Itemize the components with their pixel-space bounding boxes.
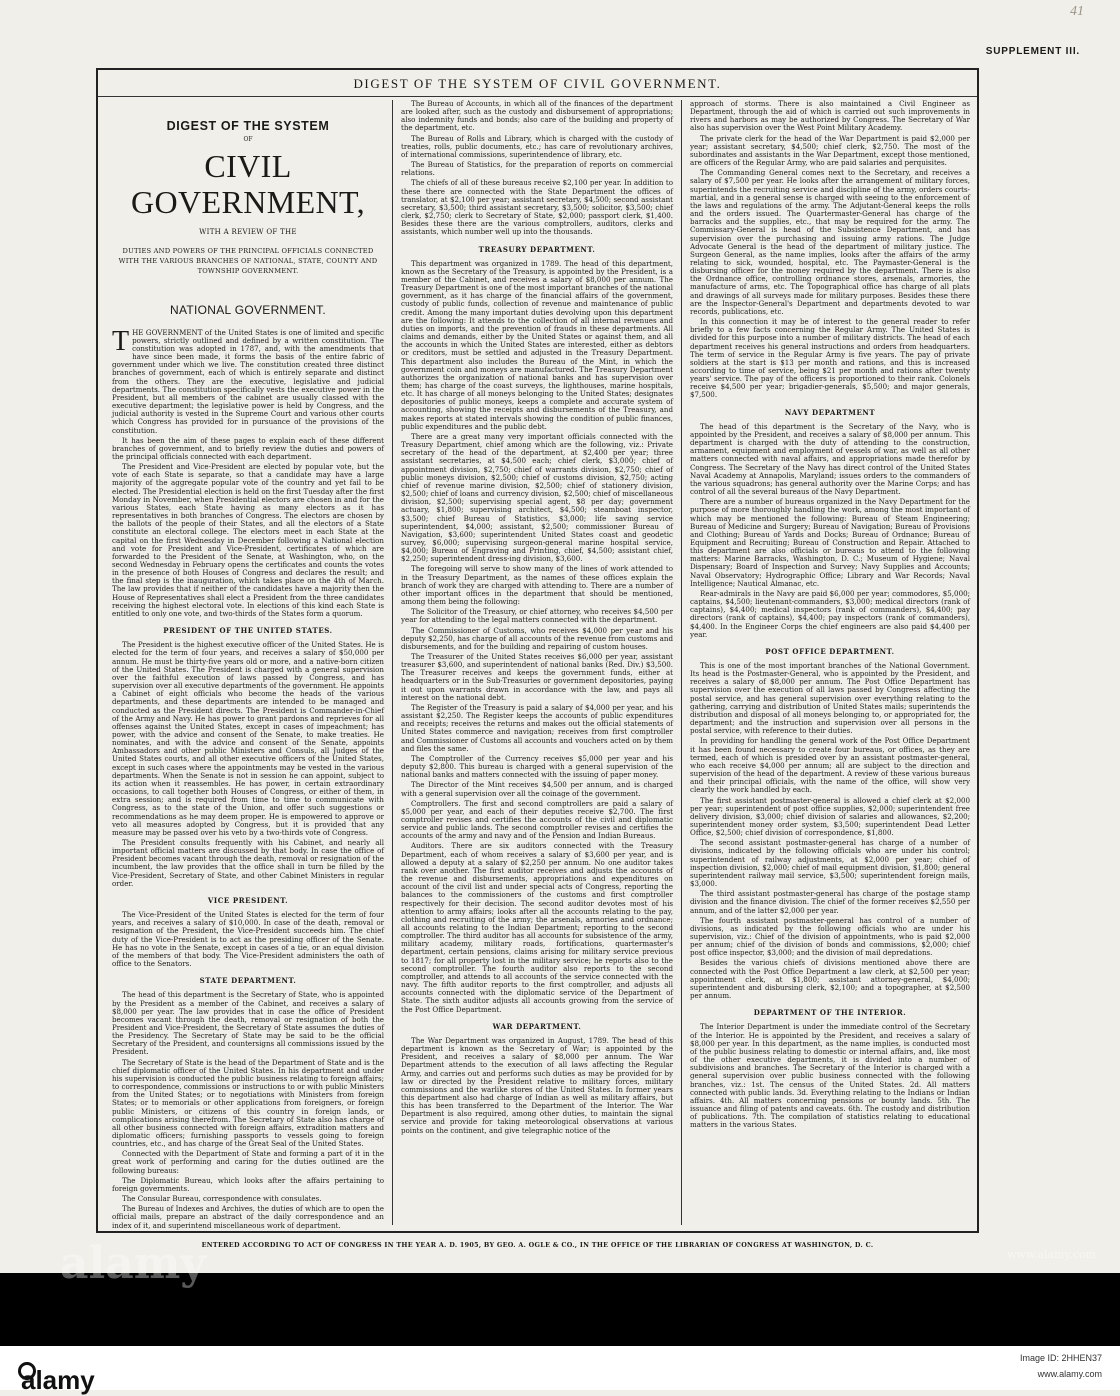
watermark-text: alamy <box>60 1238 206 1289</box>
section-heading-war: WAR DEPARTMENT. <box>492 1021 582 1031</box>
paragraph: The Vice-President of the United States is elected for the term of four years, and receives a salary of $10,000. In case of the death, removal or resignation of the President, the Vice-President succeeds him. The chief duty of the Vice-President is to act as the presiding officer of the Senate. He has no vote in the Senate, except in cases of a tie, or an equal division of the members of that body. The Vice-President administers the oath of office to the Senators. <box>112 910 384 969</box>
paragraph: The Treasurer of the United States receives $6,000 per year, assistant treasurer $3,600, and superintendent of national banks (Red. Div.) $3,500. The Treasurer receives and keeps the government funds, either at headquarters or in the Sub-Treasuries or government depositories, paying it out upon warrants drawn in accordance with the law, and pays all interest on the national debt. <box>401 652 673 702</box>
supplement-label: SUPPLEMENT III. <box>985 46 1080 57</box>
bottom-black-band <box>0 1273 1120 1396</box>
paragraph: The War Department was organized in August, 1789. The head of this department is known as the Secretary of War; is appointed by the President, and receives a salary of $8,000 per annum. The War Department attends to the execution of all laws affecting the Regular Army, and carries out and performs such duties as may be provided for by law or directed by the President relative to military forces, military commissions and the warlike stores of the United States. In former years this department also had charge of Indian as well as military affairs, but this has been transferred to the Department of the Interior. The War Department is also required, among other duties, to maintain the signal service and provide for taking meteorological observations at various points on the continent, and give telegraphic notice of the <box>401 1035 673 1135</box>
page-number: 41 <box>1070 4 1084 19</box>
paragraph: The first assistant postmaster-general is allowed a chief clerk at $2,000 per year; superintendent of post office supplies, $2,000; superintendent free delivery division, $3,000; chief division of salaries and allowances, $2,200; superintendent money order system, $3,500; superintendent Dead Letter Office, $2,500; chief division of correspondence, $1,800. <box>690 795 970 838</box>
paragraph: approach of storms. There is also maintained a Civil Engineer as Department, through the aid of which is carried out such improvements in rivers and harbors as may be authorized by Congress. The Secretary of War also has supervision over the West Point Military Academy. <box>690 99 970 133</box>
paragraph: The Register of the Treasury is paid a salary of $4,000 per year, and his assistant $2,250. The Register keeps the accounts of public expenditures and receipts; receives the returns and makes out the official statements of United States commerce and navigation; receives from first comptroller and Commissioner of Customs all accounts and vouchers acted on by them and files the same. <box>401 702 673 753</box>
paragraph: Besides the various chiefs of divisions mentioned above there are connected with the Post Office Department a law clerk, at $2,500 per year; appointment clerk, at $1,800; assistant attorney-general, $4,000; superintendent and disbursing clerk, $2,100; and a topographer, at $2,500 per annum. <box>690 958 970 1001</box>
intro-paragraph: THE GOVERNMENT of the United States is one of limited and specific powers, strictly outlined and defined by a written constitution. The constitution was adopted in 1787, and, with the amendments that have since been made, it forms the basis of the entire fabric of government under which we live. The constitution created three distinct branches of government, each of which is entirely separate and distinct from the others. They are the executive, legislative and judicial departments. The constitution specifically vests the executive power in the President, but all members of the cabinet are usually classed with the executive department; the legislative power is held by Congress, and the judicial authority is vested in the Supreme Court and various other courts which Congress has provided for in pursuance of the provisions of the constitution. <box>112 325 384 435</box>
paragraph: The Bureau of Statistics, for the preparation of reports on commercial relations. <box>401 160 673 178</box>
section-heading-interior: DEPARTMENT OF THE INTERIOR. <box>753 1008 907 1018</box>
section-heading-vice-president: VICE PRESIDENT. <box>207 895 289 905</box>
title-digest: DIGEST OF THE SYSTEM <box>166 119 330 133</box>
paragraph: The head of this department is the Secretary of State, who is appointed by the President as a member of the Cabinet, and receives a salary of $8,000 per year. The law provides that in case the office of President becomes vacant through the death, removal or resignation of both the President and Vice-President, the Secretary of State assumes the duties of the Presidency. The Secretary of State may be said to be the official Secretary of the President, and countersigns all commissions issued by the President. <box>112 990 384 1057</box>
paragraph: This department was organized in 1789. The head of this department, known as the Secretary of the Treasury, is appointed by the President, is a member of the Cabinet, and receives a salary of $8,000 per annum. The Treasury Department is one of the most important branches of the national government, as it has charge of the financial affairs of the government, custody of public funds, collection of revenue and maintenance of public credit. Among the many important duties devolving upon this department are the following: It attends to the collection of all internal revenues and duties on imports, and the prevention of frauds in these departments. All claims and demands, either by the United States or against them, and all the accounts in which the United States are interested, either as debtors or creditors, must be settled and adjusted in the Treasury Department. This department also includes the Bureau of the Mint, in which the government coin and moneys are manufactured. The Treasury Department authorizes the organization of national banks and has supervision over them; has charge of the coast surveys, the lighthouses, marine hospitals, etc. It has charge of all moneys belonging to the United States; designates depositories of public moneys, keeps a complete and accurate system of accounting, showing the receipts and disbursements of the Treasury, and makes reports at stated intervals showing the condition of public finances, public expenditures and the public debt. <box>401 258 673 431</box>
paragraph: The Director of the Mint receives $4,500 per annum, and is charged with a general supervision over all the coinage of the government. <box>401 780 673 798</box>
column-divider <box>681 100 682 1225</box>
paragraph: The Diplomatic Bureau, which looks after the affairs pertaining to foreign governments. <box>112 1175 384 1193</box>
title-civil-government: CIVIL GOVERNMENT, <box>130 148 365 221</box>
title-review: WITH A REVIEW OF THE <box>199 228 297 237</box>
paragraph: The third assistant postmaster-general has charge of the postage stamp division and the finance division. The chief of the former receives $2,550 per annum, and of the latter $2,000 per year. <box>690 889 970 915</box>
image-id: Image ID: 2HHEN37 www.alamy.com <box>1019 1353 1102 1379</box>
column-divider <box>392 100 393 1225</box>
paragraph: The Commanding General comes next to the Secretary, and receives a salary of $7,500 per year. He looks after the arrangement of military forces, superintends the recruiting service and discipline of the army, orders courts-martial, and in a general sense is charged with seeing to the enforcement of the laws and regulations of the army. The Adjutant-General keeps the rolls and the orders issued. The Quartermaster-General has charge of the barracks and the supplies, etc., that may be required for the army. The Commissary-General is head of the Subsistence Department, and has supervision over the purchasing and issuing army rations. The Judge Advocate General is the head of the department of military justice. The Surgeon General, as the name implies, looks after the affairs of the army relating to sick, wounded, hospital, etc. The Paymaster-General is the disbursing officer for the money required by the department. There is also the Ordnance office, controlling ordnance stores, arsenals, armories, the manufacture of arms, etc. The Topographical office has charge of all plats and drawings of all surveys made for military purposes. Besides these there are the Inspector-General's Department and departments devoted to war records, publications, etc. <box>690 168 970 316</box>
paragraph: The President is the highest executive officer of the United States. He is elected for the term of four years, and receives a salary of $50,000 per annum. He must be thirty-five years old or more, and a native-born citizen of the United States. The President is charged with a general supervision over the faithful execution of laws passed by Congress, and has supervision over all executive departments of the government. He appoints a Cabinet of eight officials who become the heads of the various departments, and these departments are intended to be managed and conducted as the President directs. The President is Commander-in-Chief of the Army and Navy. He has power to grant pardons and reprieves for all offenses against the United States, except in cases of impeachment; has power, with the advice and consent of the Senate, to make treaties. He nominates, and with the advice and consent of the Senate, appoints Ambassadors and other public Ministers and Consuls, all Judges of the United States courts, and all other executive officers of the United States, except in such cases where the appointments may be vested in the various departments. When the Senate is not in session he can appoint, subject to its action when it reassembles. He has power, in certain extraordinary occasions, to call together both Houses of Congress, or either of them, in extra session; and is required from time to time to communicate with Congress, as to the state of the Union, and offer such suggestions or recommendations as he may deem proper. He is empowered to approve or veto all measures adopted by Congress, but it is provided that any measure may be passed over his veto by a two-thirds vote of Congress. <box>112 640 384 837</box>
paragraph: The President and Vice-President are elected by popular vote, but the vote of each State is separate, so that a candidate may have a large majority of the aggregate popular vote of the country and yet fail to be elected. The Presidential election is held on the first Tuesday after the first Monday in November, when Presidential electors are chosen in and for the various States, each State having as many electors as it has representatives in both branches of Congress. The electors are chosen by the ballots of the people of their States, and all the electors of a State constitute an electoral college. The electors meet in each State at the capital on the first Wednesday in December following a National election and vote for President and Vice-President, certificates of which are forwarded to the President of the Senate, at Washington, who, on the second Wednesday in February opens the certificates and counts the votes in the presence of both Houses of Congress and declares the result; and the final step is the inauguration, which takes place on the 4th of March. The law provides that if neither of the candidates have a majority then the House of Representatives shall elect a President from the three candidates receiving the highest electoral vote. In elections of this kind each State is entitled to only one vote, and two-thirds of the States form a quorum. <box>112 462 384 618</box>
paragraph: Rear-admirals in the Navy are paid $6,000 per year; commodores, $5,000; captains, $4,500; lieutenant-commanders, $3,000; medical directors (rank of captains), $4,400; medical inspectors (rank of commanders), $4,400; pay directors (rank of captains), $4,400; pay inspectors (rank of commanders), $4,400. In the Engineer Corps the chief engineers are also paid $4,400 per year. <box>690 588 970 639</box>
page-header: DIGEST OF THE SYSTEM OF CIVIL GOVERNMENT. <box>98 70 977 97</box>
paragraph: In this connection it may be of interest to the general reader to refer briefly to a few facts concerning the Regular Army. The United States is divided for this purpose into a number of military districts. The head of each department receives his general instructions and orders from headquarters. The term of service in the Regular Army is five years. The pay of private soldiers at the start is $13 per month and rations, and this is increased according to time of service, being $21 per month and rations after twenty years' service. The pay of the officers is proportioned to their rank. Colonels receive $4,500 per year; brigadier-generals, $5,500; and major generals, $7,500. <box>690 317 970 400</box>
watermark-bar <box>0 1346 1120 1396</box>
paragraph: The Comptroller of the Currency receives $5,000 per year and his deputy $2,800. This bureau is charged with a general supervision of the national banks and matters connected with the issuing of paper money. <box>401 753 673 780</box>
section-heading-president: PRESIDENT OF THE UNITED STATES. <box>163 626 333 636</box>
title-duties: DUTIES AND POWERS OF THE PRINCIPAL OFFICIALS CONNECTED WITH THE VARIOUS BRANCHES OF NATIONAL, STATE, COUNTY AND TOWNSHIP GOVERNMENT. <box>118 247 378 276</box>
section-heading-post-office: POST OFFICE DEPARTMENT. <box>765 646 895 656</box>
paragraph: The foregoing will serve to show many of the lines of work attended to in the Treasury Department, as the names of these offices explain the branch of work they are charged with attending to. There are a number of other important offices in the department that should be mentioned, among them being the following: <box>401 564 673 607</box>
paragraph: In providing for handling the general work of the Post Office Department it has been found necessary to create four bureaus, or offices, as they are termed, each of which is presided over by an assistant postmaster-general, who each receive $4,000 per annum; all are subject to the direction and supervision of the head of the department. A review of these various bureaus and their principal officials, with the name of the office, will show very clearly the work handled by each. <box>690 736 970 795</box>
title-of: OF <box>243 136 253 144</box>
document-sheet <box>96 68 979 1233</box>
title-block <box>112 100 384 318</box>
paragraph: The private clerk for the head of the War Department is paid $2,000 per year; assistant secretary, $4,500; chief clerk, $2,750. The most of the subordinates and assistants in the War Department, except those mentioned, are officers of the Regular Army, who are paid salaries and perquisites. <box>690 133 970 168</box>
paragraph: Auditors. There are six auditors connected with the Treasury Department, each of whom receives a salary of $3,600 per year, and is allowed a deputy at a salary of $2,250 per annum. No one auditor takes rank over another. The first auditor receives and adjusts the accounts of the revenue and disbursements, appropriations and expenditures on account of the civil list and under special acts of Congress, reporting the balances to the commissioners of the customs and first comptroller respectively for their decision. The second auditor devotes most of his attention to army affairs; looks after all the accounts relating to the pay, clothing and recruiting of the army; the arsenals, armories and ordnance; all accounts relating to the Indian Department; reporting to the second comptroller. The third auditor has all accounts for subsistence of the army, military academy, military roads, fortifications, quartermaster's department, certain pensions, claims arising for military service previous to 1817; for all property lost in the military service; he reports also to the second comptroller. The fourth auditor also reports to the second comptroller, and attends to all accounts of the service connected with the navy. The fifth auditor reports to the first comptroller, and adjusts all accounts connected with the diplomatic service of the Department of State. The sixth auditor adjusts all accounts growing from the service of the Post Office Department. <box>401 841 673 1014</box>
paragraph: The fourth assistant postmaster-general has control of a number of divisions, as indicated by the following officials who are under his supervision, viz.: Chief of the division of appointments, who is paid $2,000 per annum; chief of the division of bonds and commissions, $2,000; chief post office inspector, $3,000; and the division of mail depredations. <box>690 915 970 958</box>
drop-cap: T <box>112 325 130 357</box>
column-1 <box>112 100 384 1230</box>
column-3 <box>690 100 970 1225</box>
paragraph: The second assistant postmaster-general has charge of a number of divisions, indicated by the following officials who are under his control; superintendent of railway adjustments, at $2,000 per year; chief of inspection division, $2,000; chief of mail equipment division, $1,800; general superintendent railway mail service, $3,500; superintendent foreign mails, $3,000. <box>690 838 970 889</box>
paragraph: Connected with the Department of State and forming a part of it in the great work of performing and caring for the duties outlined are the following bureaus: <box>112 1149 384 1175</box>
paragraph: The Bureau of Rolls and Library, which is charged with the custody of treaties, rolls, public documents, etc.; has care of revolutionary archives, of international commissions, superintendence of library, etc. <box>401 133 673 159</box>
column-2 <box>401 100 673 1225</box>
paragraph: There are a great many very important officials connected with the Treasury Department, chief among which are the following, viz.: Private secretary of the head of the department, at $2,400 per year; three assistant secretaries, at $4,500 each; chief clerk, $3,000; chief of appointment division, $2,750; chief of warrants division, $2,750; chief of public moneys division, $2,500; chief of customs division, $2,750; acting chief of revenue marine division, $2,500; chief of stationery division, $2,500; chief of loans and currency division, $2,500; chief of miscellaneous division, $2,500; supervising special agent, $8 per day; government actuary, $1,800; supervising architect, $4,500; steamboat inspector, $3,500; chief Bureau of Statistics, $3,000; life saving service superintendent, $4,000; assistant, $2,500; commissioner Bureau of Navigation, $3,600; superintendent United States coast and geodetic survey, $6,000; supervising surgeon-general marine hospital service, $4,000; Bureau of Engraving and Printing, chief, $4,500; assistant chief, $2,250; superintendent dress-ing division, $3,600. <box>401 431 673 564</box>
paragraph: The Consular Bureau, correspondence with consulates. <box>122 1194 322 1204</box>
paragraph: The head of this department is the Secretary of the Navy, who is appointed by the President, and receives a salary of $8,000 per annum. This department is charged with the duty of attending to the construction, armament, equipment and employment of vessels of war, as well as all other matters connected with naval affairs, and appropriations made therefor by Congress. The Secretary of the Navy has direct control of the United States Naval Academy at Annapolis, Maryland; issues orders to the commanders of the various squadrons; has general authority over the Marine Corps; and has control of all the several bureaus of the Navy Department. <box>690 421 970 497</box>
section-heading-navy: NAVY DEPARTMENT <box>784 407 876 417</box>
paragraph: Comptrollers. The first and second comptrollers are paid a salary of $5,000 per year, and each of their deputies receive $2,700. The first comptroller revises and certifies the accounts of the civil and diplomatic service and public lands. The second comptroller revises and certifies the accounts of the army and navy and of the Pension and Indian Bureaus. <box>401 798 673 841</box>
paragraph: The Bureau of Indexes and Archives, the duties of which are to open the official mails, prepare an abstract of the daily correspondence and an index of it, and superintend miscellaneous work of department. <box>112 1204 384 1230</box>
paragraph: It has been the aim of these pages to explain each of these different branches of government, and to briefly review the duties and powers of the principal officials connected with each department. <box>112 435 384 461</box>
paragraph: The President consults frequently with his Cabinet, and nearly all important official matters are discussed by that body. In case the office of President becomes vacant through the death, removal or resignation of the incumbent, the law provides that the office shall in turn be filled by the Vice-President, Secretary of State, and other Cabinet Ministers in regular order. <box>112 838 384 888</box>
copyright-footer: ENTERED ACCORDING TO ACT OF CONGRESS IN THE YEAR A. D. 1905, BY GEO. A. OGLE & CO., IN THE OFFICE OF THE LIBRARIAN OF CONGRESS AT WASHINGTON, D. C. <box>201 1241 874 1249</box>
paragraph: This is one of the most important branches of the National Government. Its head is the Postmaster-General, who is appointed by the President, and receives a salary of $8,000 per annum. The Post Office Department has supervision over the execution of all laws passed by Congress affecting the postal service, and has general supervision over everything relating to the gathering, carrying and distribution of United States mails; superintends the distribution and disposal of all moneys belonging to, or appropriated for, the department; and the instruction and supervision over all persons in the postal service, with reference to their duties. <box>690 661 970 736</box>
section-national-government: NATIONAL GOVERNMENT. <box>169 303 327 318</box>
paragraph: The Interior Department is under the immediate control of the Secretary of the Interior. He is appointed by the President, and receives a salary of $8,000 per year. In this department, as the name implies, is conducted most of the public business relating to domestic or internal affairs, and, like most of the other executive departments, it is divided into a number of subdivisions and branches. The Secretary of the Interior is charged with a general supervision over public business connected with the following branches, viz.: 1st. The census of the United States. 2d. All matters connected with public lands. 3d. Everything relating to the Indians or Indian affairs. 4th. All matters concerning pensions or bounty lands. 5th. The issuance and filing of patents and caveats. 6th. The custody and distribution of publications. 7th. The compilation of statistics relating to educational matters in the various States. <box>690 1022 970 1130</box>
paragraph: The Secretary of State is the head of the Department of State and is the chief diplomatic officer of the United States. In his department and under his supervision is conducted the public business relating to foreign affairs; to correspondence, commissions or instructions to or with public Ministers from the United States; or to negotiations with Ministers from foreign States; or to memorials or other applications from foreigners, or foreign public Ministers, or citizens of this country in foreign lands, or complications arising therefrom. The Secretary of State also has charge of all other business connected with foreign affairs, extradition matters and diplomatic officers; furnishing passports to vessels going to foreign countries, etc., and has charge of the Great Seal of the United States. <box>112 1057 384 1149</box>
paragraph: The Bureau of Accounts, in which all of the finances of the department are looked after, such as the custody and disbursement of appropriations; also indemnity funds and bonds; also care of the building and property of the department, etc. <box>401 99 673 133</box>
paragraph: The Solicitor of the Treasury, or chief attorney, who receives $4,500 per year for attending to the legal matters connected with the department. <box>401 607 673 625</box>
section-heading-state: STATE DEPARTMENT. <box>199 976 297 986</box>
paragraph: The chiefs of all of these bureaus receive $2,100 per year. In addition to these there are connected with the State Department the offices of translator, at $2,100 per year; assistant secretary, $4,500; second assistant secretary, $3,500; third assistant secretary, $3,500; solicitor, $3,500; chief clerk, $2,750; clerk to Secretary of State, $2,000; passport clerk, $1,400. Besides these there are the various comptrollers, auditors, clerks and assistants, which number well up into the thousands. <box>401 178 673 237</box>
watermark-url: www.alamy.com <box>1007 1248 1096 1261</box>
section-heading-treasury: TREASURY DEPARTMENT. <box>478 244 596 254</box>
paragraph: There are a number of bureaus organized in the Navy Department for the purpose of more thoroughly handling the work, among the most important of which may be mentioned the following: Bureau of Steam Engineering; Bureau of Medicine and Surgery; Bureau of Navigation; Bureau of Provisions and Clothing; Bureau of Yards and Docks; Bureau of Ordnance; Bureau of Equipment and Recruiting; Bureau of Construction and Repair. Attached to this department are also officials or bureaus to attend to the following matters: Marine Barracks, Washington, D. C.; Museum of Hygiene; Naval Dispensary; Board of Inspection and Survey; Navy Supplies and Accounts; Naval Observatory; Hydrographic Office; Library and War Records; Naval Intelligence; Nautical Almanac, etc. <box>690 497 970 588</box>
alamy-logo: alamy <box>16 1354 36 1385</box>
paragraph: The Commissioner of Customs, who receives $4,000 per year and his deputy $2,250, has charge of all accounts of the revenue from customs and disbursements, and for the building and repairing of custom houses. <box>401 625 673 651</box>
